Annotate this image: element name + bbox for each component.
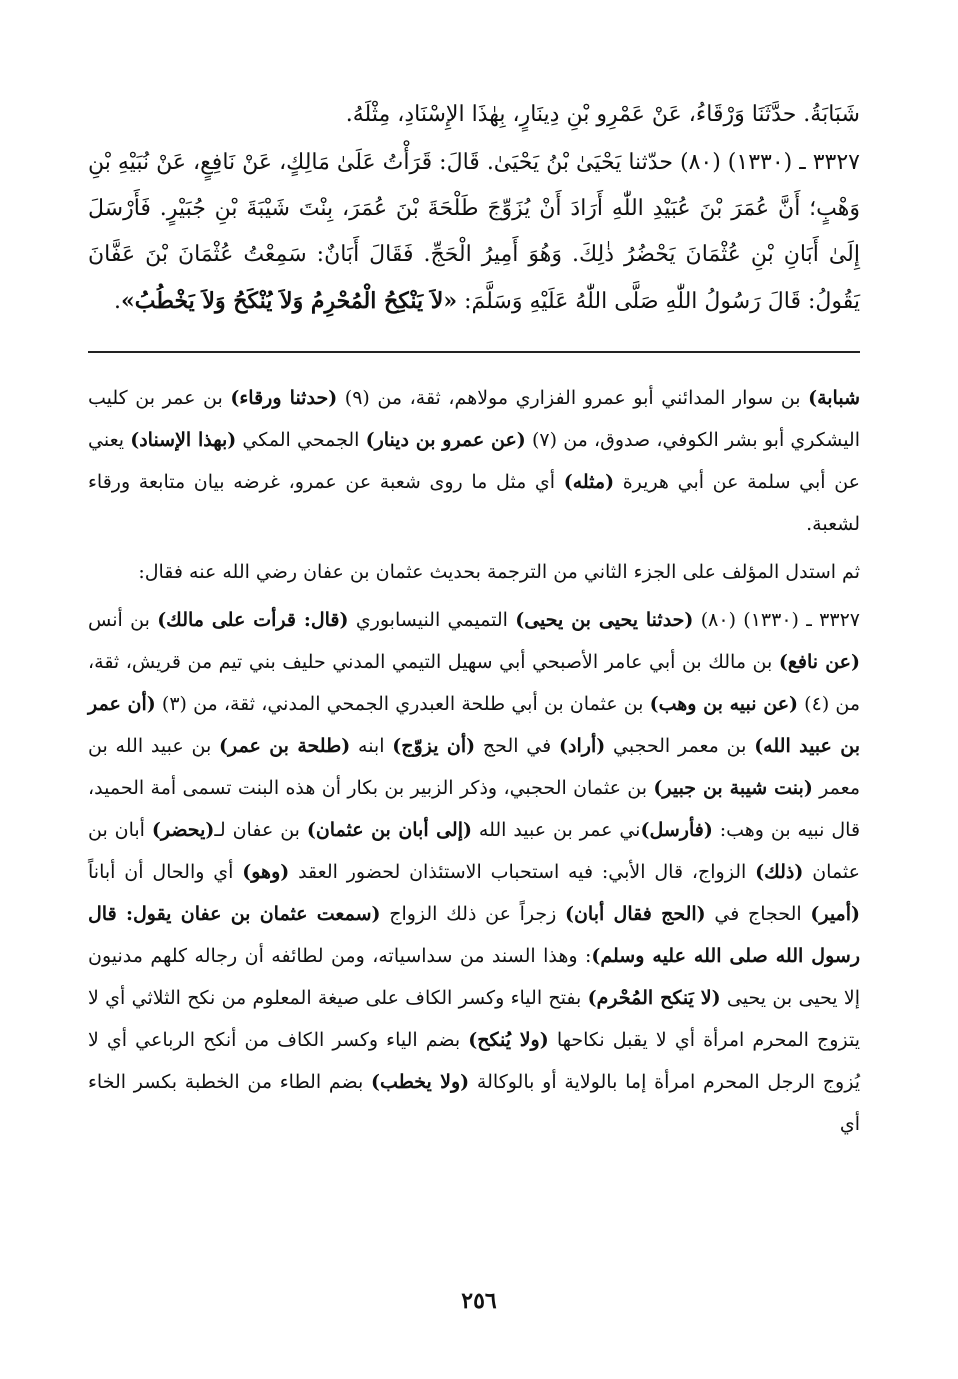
bold-term: (حدثنا يحيى بن يحيى) bbox=[515, 609, 694, 631]
plain-text: : وهذا السند من سداسياته، ومن لطائفه أن رجاله كلهم مدنيون إلا يحيى بن يحيى bbox=[88, 945, 860, 1009]
plain-text: بفتح الياء وكسر الكاف على صيغة المعلوم من نكح الثلاثي أي لا يتزوج المحرم امرأة أي لا يقبل نكاحها bbox=[88, 987, 860, 1051]
matn-paragraph-1: شَبَابَةُ. حدَّثَنَا وَرْقَاءُ، عَنْ عَمْرِو بْنِ دِينَارٍ، بِهٰذَا الإِسْنَادِ، مِثْلَهُ. bbox=[345, 102, 860, 127]
plain-text: بضم الطاء من الخطبة بكسر الخاء أي bbox=[88, 1071, 860, 1135]
plain-text: ابنه bbox=[350, 735, 393, 757]
bold-term: (مثله) bbox=[563, 471, 615, 493]
bold-term: (ذلك) bbox=[755, 861, 804, 883]
plain-text: بن معمر الحجبي bbox=[605, 735, 755, 757]
plain-text: بن سوار المدائني أبو عمرو الفزاري مولاهم، ثقة، من (٩) bbox=[337, 387, 809, 409]
plain-text: بن عثمان الحجبي، وذكر الزبير بن بكار أن هذه البنت تسمى أمة الحميد، قال نبيه بن وهب: bbox=[88, 777, 861, 841]
plain-text: بن عمر بن كليب اليشكري أبو بشر الكوفي، صدوق، من (٧) bbox=[88, 387, 860, 451]
matn-paragraph-2 bbox=[88, 140, 860, 325]
bold-term: (ولا يُنكح) bbox=[468, 1029, 549, 1051]
plain-text: زجراً عن ذلك الزواج bbox=[380, 903, 565, 925]
plain-text: الزواج، قال الأبي: فيه استحباب الاستئذان لحضور العقد bbox=[289, 861, 756, 883]
separator-line bbox=[88, 351, 860, 353]
plain-text: الجمحي المكي bbox=[236, 429, 366, 451]
bold-term: (فأرسل) bbox=[640, 819, 713, 841]
bold-term: (إلى أبان بن عثمان) bbox=[306, 819, 472, 841]
bold-term: (لا يَنكح المُحْرم) bbox=[587, 987, 721, 1009]
plain-text: ٣٣٢٧ ـ (١٣٣٠) (٨٠) bbox=[693, 609, 860, 631]
plain-text: يعني عن أبي سلمة عن أبي هريرة bbox=[88, 429, 860, 493]
bold-term: شبابة) bbox=[808, 387, 860, 409]
prophetic-saying: «لاَ يَنْكِحُ الْمُحْرِمُ وَلاَ يُنْكَحُ وَلاَ يَخْطُبُ» bbox=[121, 288, 458, 314]
plain-text: أبان بن عثمان bbox=[88, 819, 861, 883]
bold-term: (أراد) bbox=[559, 735, 606, 757]
plain-text: بن عفان لـ bbox=[214, 819, 307, 841]
matn-end: . bbox=[114, 289, 122, 314]
bold-term: (بهذا الإسناد) bbox=[130, 429, 237, 451]
plain-text: التميمي النيسابوري bbox=[348, 609, 516, 631]
plain-text: بن مالك بن أبي عامر الأصبحي أبي سهيل التيمي المدني حليف بني تيم من قريش، ثقة، من (٤) bbox=[88, 651, 861, 715]
bold-term: (ولا يخطب) bbox=[371, 1071, 470, 1093]
plain-text: بضم الياء وكسر الكاف من أنكح الرباعي أي لا يُزوج الرجل المحرم امرأة إما بالولاية أو بالوكالة bbox=[88, 1029, 860, 1093]
plain-text: بن عبيد الله بن معمر bbox=[88, 735, 860, 799]
bold-term: (عن نافع) bbox=[778, 651, 860, 673]
bold-term: (أمير) bbox=[810, 903, 860, 925]
bold-term: (أن عمر بن عبيد الله) bbox=[88, 693, 861, 757]
commentary-paragraph-2: ثم استدل المؤلف على الجزء الثاني من الترجمة بحديث عثمان بن عفان رضي الله عنه فقال: bbox=[138, 561, 860, 583]
page-number: ٢٥٦ bbox=[461, 1288, 497, 1314]
plain-text: بن أنس bbox=[88, 609, 158, 631]
bold-term: (طلحة بن عمر) bbox=[219, 735, 351, 757]
bold-term: (بنت شيبة بن جبير) bbox=[653, 777, 813, 799]
bold-term: (حدثنا ورقاء) bbox=[230, 387, 338, 409]
commentary-text bbox=[88, 377, 860, 1145]
bold-term: (الحج فقال أبان) bbox=[564, 903, 706, 925]
matn-text: ٣٣٢٧ ـ (١٣٣٠) (٨٠) حدّثنا يَحْيَىٰ بْنُ يَحْيَىٰ. قَالَ: قَرَأْتُ عَلَىٰ مَالِكٍ، عَنْ نَافِعٍ، عَنْ نُبَيْهِ بْنِ وَهْبٍ؛ أَنَّ عُمَرَ بْنَ عُبَيْدِ اللّٰهِ أَرَادَ أَنْ يُزَوِّجَ طَلْحَةَ بْنَ عُمَرَ، بِنْتَ شَيْبَةَ بْنِ جُبَيْرٍ. فَأَرْسَلَ إِلَىٰ أَبَانِ بْنِ عُثْمَانَ يَحْضُرُ ذٰلِكَ. وَهُوَ أَمِيرُ الْحَجِّ. فَقَالَ أَبَانٌ: سَمِعْتُ عُثْمَانَ بْنَ عَفَّانَ يَقُولُ: قَالَ رَسُولُ اللّٰهِ صَلَّى اللّٰهُ عَلَيْهِ وَسَلَّمَ: bbox=[88, 150, 861, 314]
commentary-paragraph-3 bbox=[88, 599, 860, 1145]
hadith-text bbox=[88, 92, 860, 325]
plain-text: أي والحال أن أباناً bbox=[88, 861, 243, 883]
bold-term: (يحضر) bbox=[151, 819, 215, 841]
plain-text: في الحج bbox=[475, 735, 560, 757]
commentary-paragraph-1 bbox=[88, 377, 860, 545]
bold-term: (أن يزوّج) bbox=[392, 735, 476, 757]
plain-text: بن عثمان بن أبي طلحة العبدري الجمحي المدني، ثقة، من (٣) bbox=[155, 693, 650, 715]
bold-term: (عن عمرو بن دينار) bbox=[365, 429, 526, 451]
bold-term: (قال: قرأت على مالك) bbox=[157, 609, 349, 631]
bold-term: (سمعت عثمان بن عفان يقول: قال رسول الله صلى الله عليه وسلم) bbox=[88, 903, 860, 967]
plain-text: ني عمر بن عبيد الله bbox=[472, 819, 641, 841]
plain-text: الحجاج في bbox=[705, 903, 811, 925]
book-page bbox=[88, 92, 860, 1339]
plain-text: أي مثل ما روى شعبة عن عمرو، غرضه بيان متابعة ورقاء لشعبة. bbox=[88, 471, 860, 535]
bold-term: (عن نبيه بن وهب) bbox=[649, 693, 799, 715]
bold-term: (وهو) bbox=[242, 861, 290, 883]
